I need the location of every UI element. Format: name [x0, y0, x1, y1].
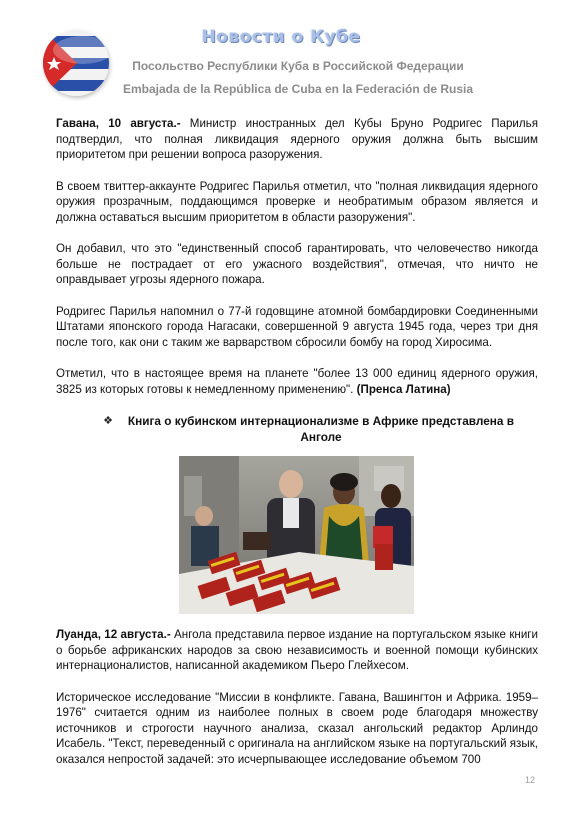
cuban-flag-circle-icon — [43, 30, 109, 96]
section-heading — [56, 413, 538, 445]
embassy-name-spanish: Embajada de la República de Cuba en la Federación de Rusia — [122, 82, 474, 96]
paragraph: В своем твиттер-аккаунте Родригес Парилья отметил, что "полная ликвидация ядерного оружия прозрачным, поддающимся проверке и необратимым образом является и должна оставаться высшим приоритетом в области разоружения". — [56, 179, 538, 224]
paragraph — [56, 366, 538, 397]
paragraph-text: Министр иностранных дел Кубы Бруно Родригес Парилья подтвердил, что полная ликвидация ядерного оружия должна быть высшим приоритетом при решении вопроса разоружения. — [56, 117, 538, 161]
embassy-name-russian: Посольство Республики Куба в Российской Федерации — [132, 59, 464, 73]
paragraph: Он добавил, что это "единственный способ гарантировать, что человечество никогда больше не пострадает от его ужасного воздействия", отмечая, что ничто не оправдывает угрозы ядерного пожара. — [56, 242, 538, 286]
paragraph-text: Отметил, что в настоящее время на планете "более 13 000 единиц ядерного оружия, 3825 из которых готовы к немедленному применению". — [56, 367, 538, 396]
section-heading-text: Книга о кубинском интернационализме в Африке представлена в Анголе — [127, 414, 514, 444]
book-presentation-photo — [179, 456, 414, 614]
dateline: Луанда, 12 августа.- — [56, 628, 171, 641]
source-credit: (Пренса Латина) — [356, 382, 451, 396]
article-angola-book — [56, 627, 538, 783]
diamond-bullet-icon: ❖ — [103, 415, 113, 427]
paragraph — [56, 627, 538, 674]
paragraph-text: Ангола представила первое издание на португальском языке книги о борьбе африканских народов за свою независимость и военной помощи кубинских интернационалистов, написанной академиком Пьеро Глейхесом. — [56, 628, 538, 672]
page-number: 12 — [524, 775, 535, 785]
paragraph — [56, 116, 538, 163]
paragraph: Родригес Парилья напомнил о 77-й годовщине атомной бомбардировки Соединенными Штатами японского города Нагасаки, совершенной 9 августа 1945 года, через три дня после того, как они с таким же варварством сбросили бомбу на город Хиросима. — [56, 304, 538, 349]
article-cuba-disarmament — [56, 116, 538, 459]
page-header — [0, 0, 581, 110]
paragraph: Историческое исследование "Миссии в конфликте. Гавана, Вашингтон и Африка. 1959–1976" считается одним из наиболее полных в своем роде благодаря множеству источников и строгости научного анализа, сказал ангольский редактор Арлиндо Исабель. "Текст, переведенный с оригинала на английском языке на португальский язык, оказался непростой задачей: это исчерпывающее исследование объемом 700 — [56, 690, 538, 766]
dateline: Гавана, 10 августа.- — [56, 117, 181, 130]
news-title: Новости о Кубе — [201, 27, 361, 47]
